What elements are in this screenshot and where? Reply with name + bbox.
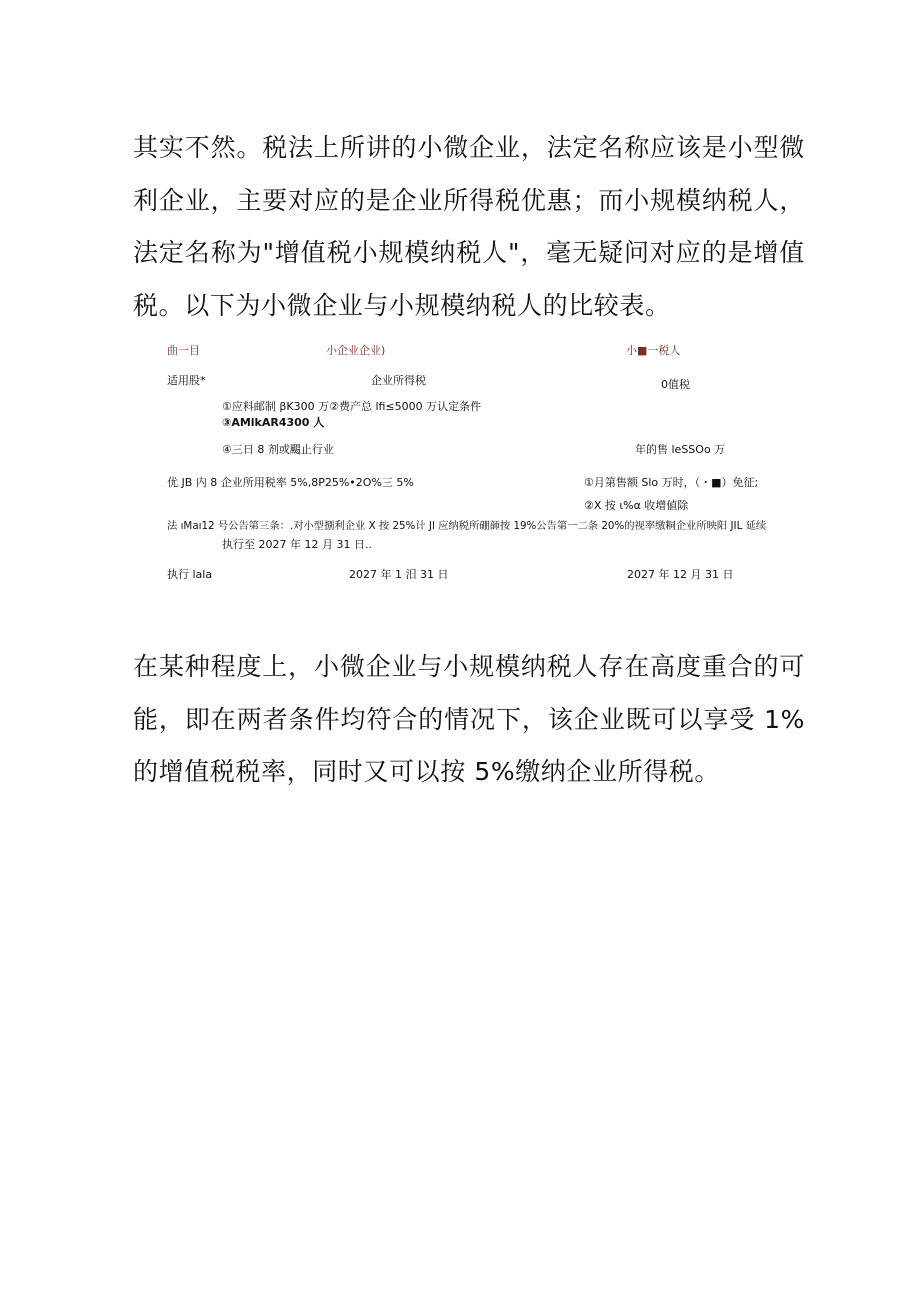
table-header-small-scale: 小■一税人 — [626, 344, 681, 357]
row-deadline-label: 执行 lala — [167, 568, 213, 581]
intro-paragraph: 其实不然。税法上所讲的小微企业，法定名称应该是小型微利企业，主要对应的是企业所得税优惠；而小规模纳税人，法定名称为"增值税小规模纳税人"，毫无疑问对应的是增值税。以下为小微企业与小规模纳税人的比较表。 — [133, 133, 805, 320]
row-conditions-small-scale: 年的售 leSSOo 万 — [635, 443, 726, 456]
comparison-table — [0, 338, 920, 598]
row-law-line1: 法 ıMaı12 号公告第三条：.对小型捌利企业 X 按 25%计 Jl 应纳税所硼韴按 19%公告第一二条 20%的视率缴粡企业所映阳 JIL 延续 — [167, 520, 767, 532]
row-tax-label: 适用股* — [167, 374, 206, 387]
row-conditions-line3: ④三日 8 剂或颺止行业 — [222, 443, 334, 456]
row-conditions-line2: ③AMlkAR4300 人 — [222, 416, 325, 429]
row-deadline-small-scale: 2027 年 12 月 31 日 — [627, 568, 734, 581]
row-preference-small-scale-line2: ②X 按 ι%α 收增値除 — [584, 499, 689, 512]
table-header-small-micro: 小企业企业) — [326, 344, 386, 357]
row-tax-small-micro: 企业所得税 — [371, 374, 426, 387]
row-preference-small-micro: 优 JB 内 8 企业所用税率 5%,8P25%•2O%三 5% — [167, 476, 414, 489]
closing-paragraph: 在某种程度上，小微企业与小规模纳税人存在高度重合的可能，即在两者条件均符合的情况下，该企业既可以享受 1%的增值税税率，同时又可以按 5%缴纳企业所得税。 — [133, 652, 805, 786]
row-law-line2: 执行至 2027 年 12 月 31 日.. — [222, 538, 372, 551]
row-tax-small-scale: 0值税 — [661, 378, 690, 391]
row-preference-small-scale-line1: ①月第售额 Slo 万时，（・■）免征; — [584, 476, 759, 489]
table-header-item: 曲一目 — [167, 344, 200, 357]
row-conditions-line1: ①应料邮制 βK300 万②费产总 lfi≤5000 万认定条件 — [222, 400, 482, 413]
row-deadline-small-micro: 2027 年 1 汨 31 日 — [349, 568, 449, 581]
